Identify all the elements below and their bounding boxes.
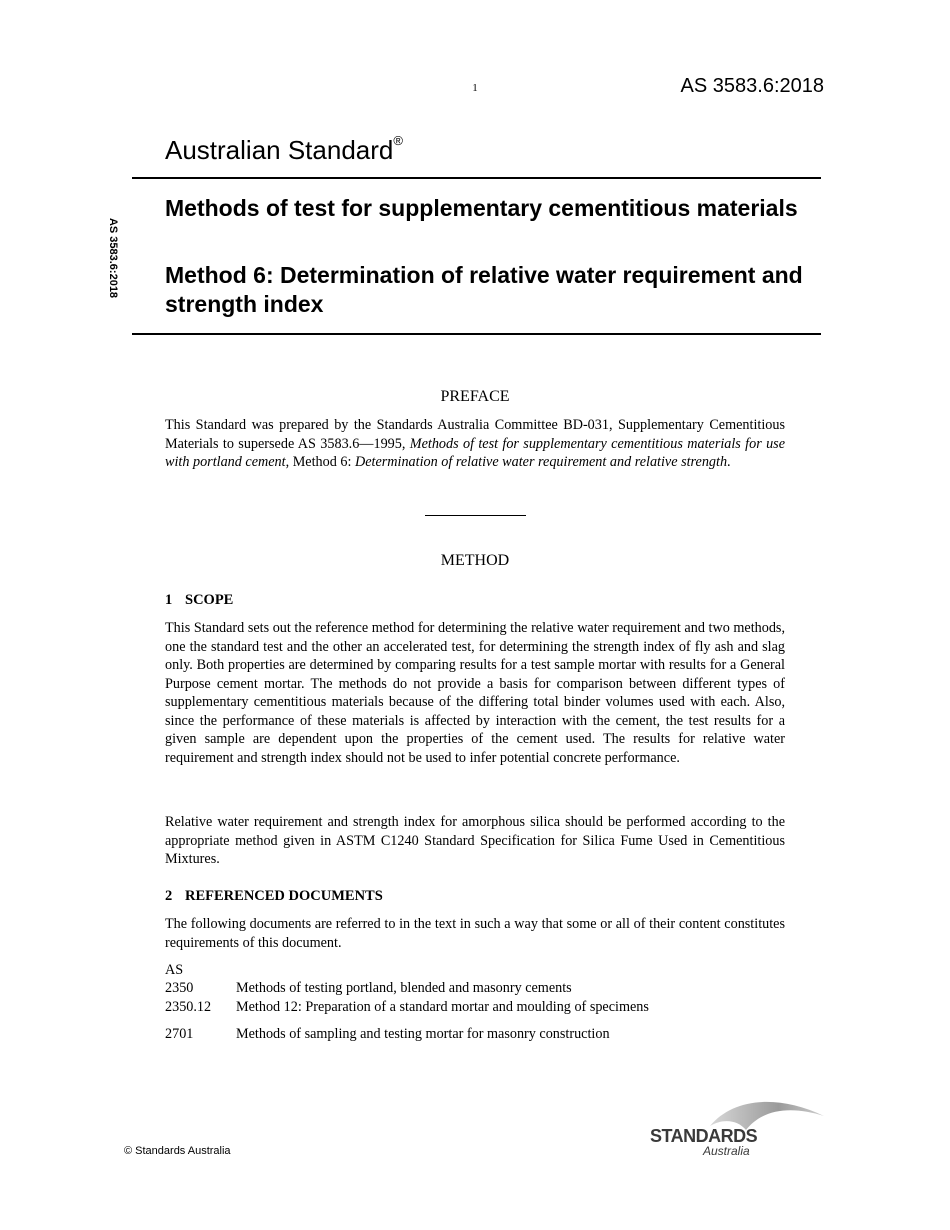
scope-paragraph-2: Relative water requirement and strength index for amorphous silica should be performed according to the appropriate method given in ASTM C1240 Standard Specification for Silica Fume Used in Cementitious Mixtures. [165, 814, 785, 867]
preface-cited-method: Determination of relative water requirement and relative strength [354, 454, 728, 470]
preface-text-part: . [727, 454, 731, 470]
document-title: Methods of test for supplementary cementitious materials [165, 195, 798, 221]
referenced-documents-intro: The following documents are referred to in the text in such a way that some or all of their content constitutes requirements of this document. [165, 916, 785, 951]
standard-code: AS 3583.6:2018 [680, 75, 824, 97]
scope-title: SCOPE [185, 592, 234, 608]
brand-title [165, 135, 403, 166]
page-number: 1 [472, 82, 478, 94]
reference-code: 2701 [165, 1026, 194, 1042]
section-divider [425, 515, 526, 516]
referenced-documents-number: 2 [165, 888, 173, 904]
side-standard-code-text: AS 3583.6:2018 [107, 217, 119, 299]
method-heading: METHOD [440, 552, 510, 569]
reference-title: Method 12: Preparation of a standard mortar and moulding of specimens [236, 999, 649, 1015]
scope-paragraph-1: This Standard sets out the reference method for determining the relative water requirement and two methods, one the standard test and the other an accelerated test, for determining the strength index of fly ash and slag only. Both properties are determined by comparing results for a test sample mortar with results for a General Purpose cement mortar. The methods do not provide a basis for comparison between different types of supplementary cementitious materials because of the differing total binder volumes used with each. Also, since the performance of these materials is affected by interaction with the cement, the test results for a given sample are dependent upon the properties of the cement used. The results for relative water requirement and strength index should not be used to infer potential concrete performance. [165, 620, 785, 766]
side-standard-code [99, 217, 119, 299]
logo-wordmark: STANDARDS [650, 1126, 758, 1146]
reference-title: Methods of testing portland, blended and masonry cements [236, 980, 572, 996]
registered-mark: ® [393, 133, 403, 149]
logo-subtext: Australia [703, 1144, 750, 1158]
scope-number: 1 [165, 592, 173, 608]
method-title: Method 6: Determination of relative water requirement and strength index [165, 262, 803, 317]
preface-text-part: , Method 6: [285, 454, 355, 470]
reference-code: 2350 [165, 980, 194, 996]
preface-heading: PREFACE [440, 388, 510, 405]
reference-item [165, 980, 572, 997]
standards-australia-logo [648, 1094, 828, 1160]
title-rule-top [132, 177, 821, 179]
scope-heading [165, 592, 233, 609]
preface-text [165, 416, 785, 472]
reference-group-label: AS [165, 962, 184, 978]
reference-item [165, 999, 649, 1016]
preface-text-part: This Standard was prepared by the Standards Australia Committee BD-031, Supplementary Cementitious Materials to supersede AS 3583.6—1995, [165, 417, 785, 452]
title-rule-bottom [132, 333, 821, 335]
copyright-notice: © Standards Australia [124, 1145, 231, 1157]
brand-title-text: Australian Standard [165, 135, 394, 165]
reference-title: Methods of sampling and testing mortar for masonry construction [236, 1026, 610, 1042]
reference-item [165, 1026, 610, 1043]
referenced-documents-title: REFERENCED DOCUMENTS [185, 888, 383, 904]
preface-cited-title: Methods of test for supplementary cementitious materials for use with portland cement [165, 435, 785, 470]
reference-code: 2350.12 [165, 999, 212, 1015]
referenced-documents-heading [165, 888, 383, 905]
